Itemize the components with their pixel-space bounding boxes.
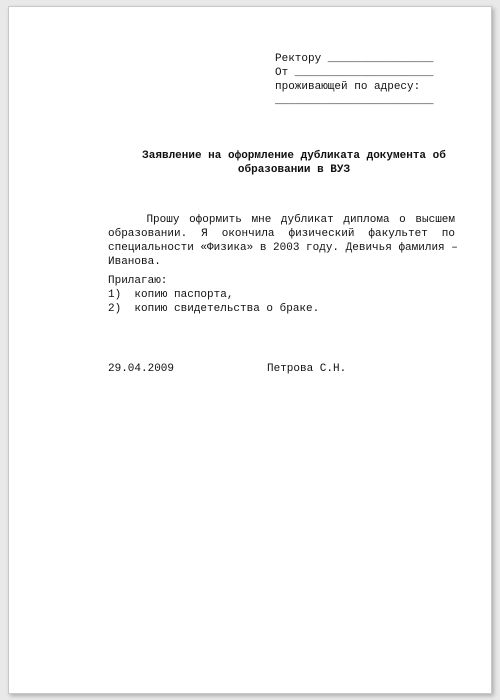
document-date: 29.04.2009 <box>108 363 175 375</box>
header-from-line: От _____________________ <box>275 67 434 79</box>
document-title <box>119 149 469 177</box>
title-line-2: образовании в ВУЗ <box>237 164 351 176</box>
attachment-item-2: 2) копию свидетельства о браке. <box>108 303 320 315</box>
paragraph-line-4: Иванова. <box>108 256 161 268</box>
paragraph-line-3: специальности «Физика» в 2003 году. Девичья фамилия – <box>108 242 458 254</box>
paragraph-line-2: образовании. Я окончила физический факультет по <box>108 228 455 240</box>
document-page <box>8 6 492 694</box>
header-address-line: ________________________ <box>275 95 434 107</box>
attachment-item-1: 1) копию паспорта, <box>108 289 234 301</box>
paragraph-line-1: Прошу оформить мне дубликат диплома о высшем <box>108 214 455 226</box>
header-to-line: Ректору ________________ <box>275 53 434 65</box>
header-address-label: проживающей по адресу: <box>275 81 421 93</box>
signature-name: Петрова С.Н. <box>267 363 347 375</box>
title-line-1: Заявление на оформление дубликата документа об <box>142 150 446 162</box>
attachments-heading: Прилагаю: <box>108 275 168 287</box>
request-paragraph <box>108 213 458 269</box>
